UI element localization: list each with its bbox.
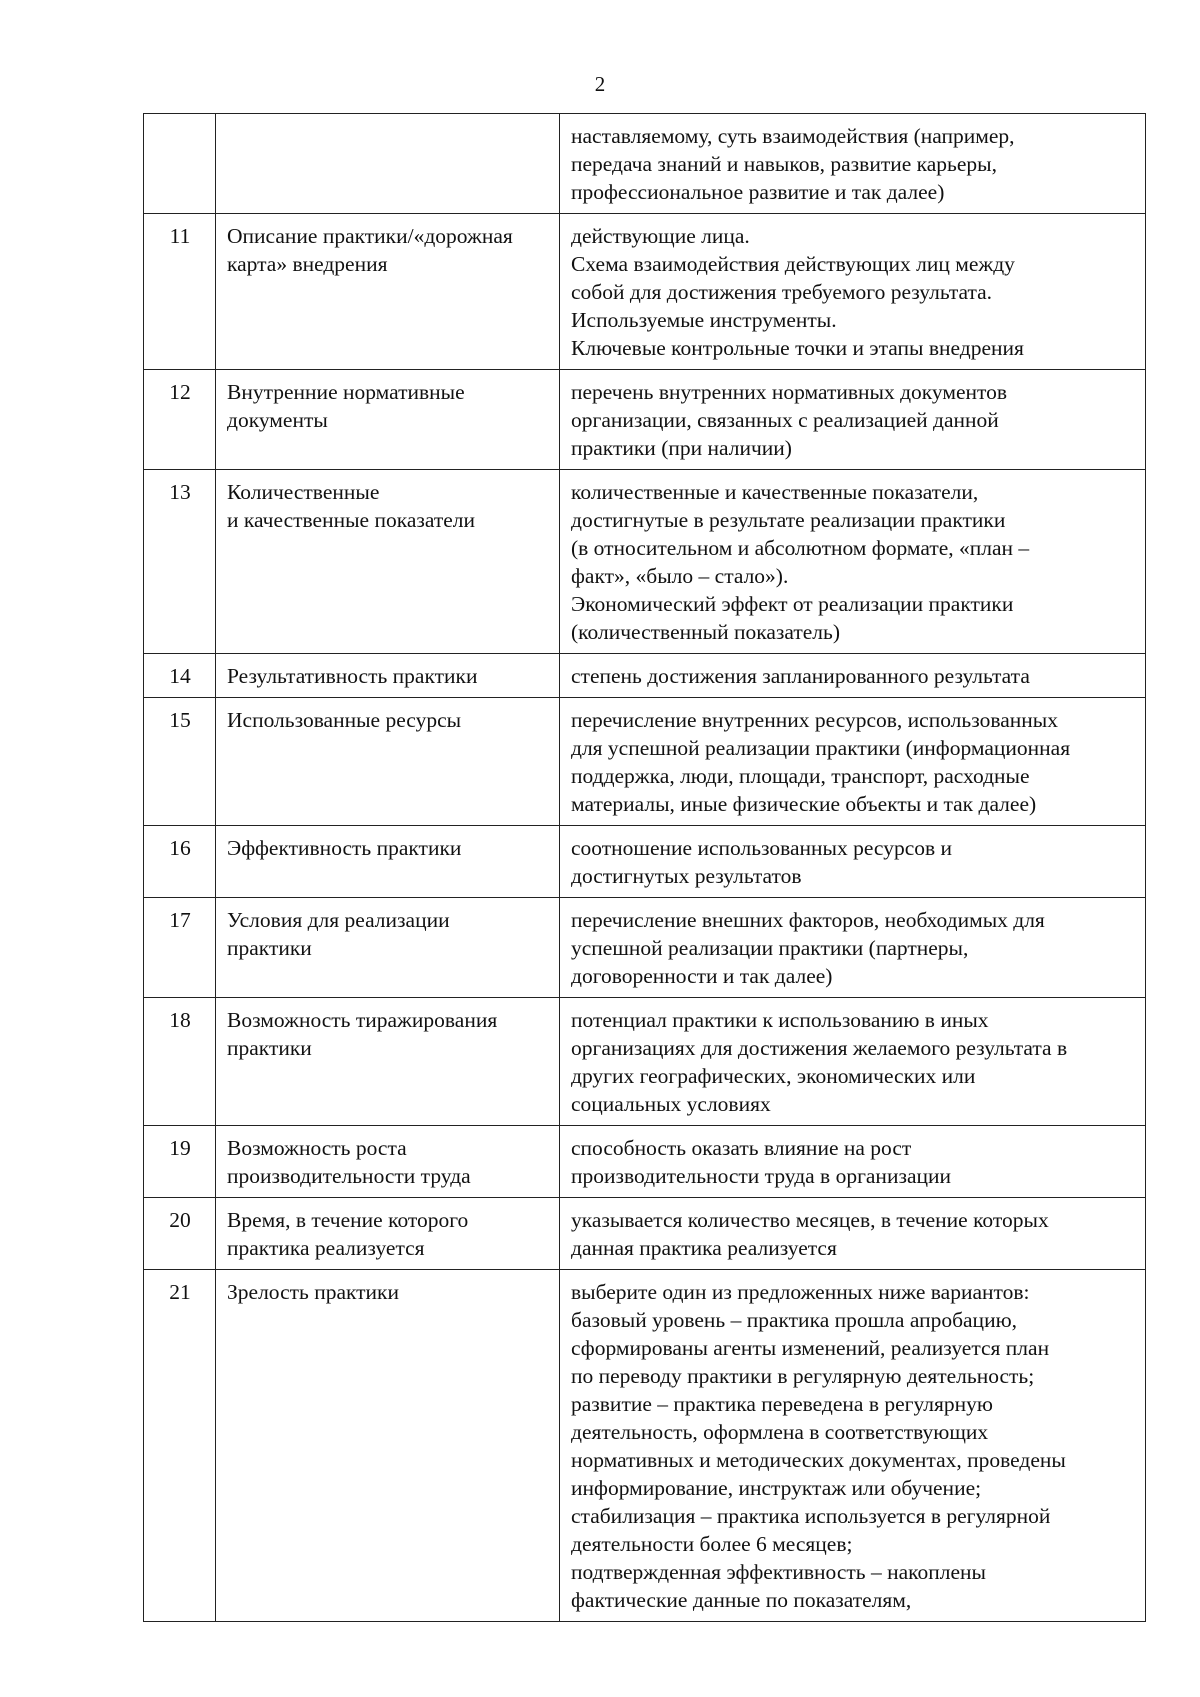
parameter-name-line: Внутренние нормативные	[227, 380, 465, 404]
page-number: 2	[594, 72, 606, 96]
parameter-name-cell	[216, 370, 560, 470]
parameter-description-line: степень достижения запланированного результата	[571, 664, 1030, 688]
row-number-cell	[144, 114, 216, 214]
parameter-name-line: Время, в течение которого	[227, 1208, 469, 1232]
parameter-name-line: Эффективность практики	[227, 836, 462, 860]
parameter-description-line: успешной реализации практики (партнеры,	[571, 936, 969, 960]
parameter-description-line: соотношение использованных ресурсов и	[571, 836, 953, 860]
parameter-name-cell	[216, 470, 560, 654]
parameter-description-line: потенциал практики к использованию в иных	[571, 1008, 989, 1032]
table-row	[144, 698, 1146, 826]
parameter-description-line: фактические данные по показателям,	[571, 1588, 912, 1612]
parameter-name-line: карта» внедрения	[227, 252, 388, 276]
parameter-description-cell	[560, 214, 1146, 370]
table-row	[144, 1270, 1146, 1622]
parameter-description-line: стабилизация – практика используется в регулярной	[571, 1504, 1051, 1528]
parameter-name-cell	[216, 998, 560, 1126]
table-row	[144, 826, 1146, 898]
row-number: 13	[169, 480, 191, 504]
parameter-name-cell	[216, 1126, 560, 1198]
parameter-description-cell	[560, 1198, 1146, 1270]
table-row	[144, 114, 1146, 214]
parameter-description-line: достигнутые в результате реализации практики	[571, 508, 1006, 532]
parameter-description-line: деятельности более 6 месяцев;	[571, 1532, 853, 1556]
parameter-name-line: Использованные ресурсы	[227, 708, 462, 732]
row-number-cell	[144, 1198, 216, 1270]
parameter-description-line: указывается количество месяцев, в течение которых	[571, 1208, 1049, 1232]
parameter-description-line: наставляемому, суть взаимодействия (например,	[571, 124, 1015, 148]
parameter-name-line: практики	[227, 1036, 312, 1060]
parameter-name-cell	[216, 654, 560, 698]
row-number-cell	[144, 1126, 216, 1198]
parameter-name-line: Количественные	[227, 480, 380, 504]
row-number: 17	[169, 908, 191, 932]
parameter-description-line: (количественный показатель)	[571, 620, 840, 644]
parameter-description-line: подтвержденная эффективность – накоплены	[571, 1560, 986, 1584]
parameter-description-line: Используемые инструменты.	[571, 308, 837, 332]
parameter-description-cell	[560, 898, 1146, 998]
parameter-description-line: перечисление внешних факторов, необходимых для	[571, 908, 1045, 932]
parameter-description-line: договоренности и так далее)	[571, 964, 833, 988]
parameter-description-line: развитие – практика переведена в регулярную	[571, 1392, 993, 1416]
parameter-description-line: (в относительном и абсолютном формате, «план –	[571, 536, 1030, 560]
parameter-description-line: нормативных и методических документах, проведены	[571, 1448, 1066, 1472]
table-row	[144, 1198, 1146, 1270]
parameter-description-line: базовый уровень – практика прошла апробацию,	[571, 1308, 1018, 1332]
row-number: 14	[169, 664, 191, 688]
parameter-name-line: документы	[227, 408, 328, 432]
parameter-name-line: Возможность роста	[227, 1136, 407, 1160]
table-body	[144, 114, 1146, 1622]
parameter-name-cell	[216, 826, 560, 898]
row-number: 19	[169, 1136, 191, 1160]
table-row	[144, 370, 1146, 470]
parameter-description-line: социальных условиях	[571, 1092, 771, 1116]
row-number: 20	[169, 1208, 191, 1232]
parameter-description-cell	[560, 654, 1146, 698]
parameter-name-line: Условия для реализации	[227, 908, 450, 932]
parameter-description-line: Ключевые контрольные точки и этапы внедрения	[571, 336, 1024, 360]
row-number-cell	[144, 1270, 216, 1622]
row-number-cell	[144, 998, 216, 1126]
row-number: 12	[169, 380, 191, 404]
parameter-name-line: практики	[227, 936, 312, 960]
parameter-name-cell	[216, 698, 560, 826]
row-number: 16	[169, 836, 191, 860]
parameter-name-cell	[216, 114, 560, 214]
parameter-description-cell	[560, 698, 1146, 826]
parameter-name-line: производительности труда	[227, 1164, 471, 1188]
parameter-name-line: Зрелость практики	[227, 1280, 400, 1304]
parameter-name-line: Описание практики/«дорожная	[227, 224, 513, 248]
row-number: 21	[169, 1280, 191, 1304]
parameter-description-line: материалы, иные физические объекты и так далее)	[571, 792, 1037, 816]
parameter-description-line: факт», «было – стало»).	[571, 564, 789, 588]
row-number-cell	[144, 826, 216, 898]
row-number-cell	[144, 654, 216, 698]
parameter-name-line: Результативность практики	[227, 664, 478, 688]
parameter-description-line: собой для достижения требуемого результата.	[571, 280, 993, 304]
row-number-cell	[144, 470, 216, 654]
parameter-description-line: действующие лица.	[571, 224, 750, 248]
parameter-description-line: других географических, экономических или	[571, 1064, 976, 1088]
parameter-description-line: способность оказать влияние на рост	[571, 1136, 912, 1160]
parameter-description-line: Экономический эффект от реализации практики	[571, 592, 1014, 616]
parameter-description-line: перечисление внутренних ресурсов, использованных	[571, 708, 1058, 732]
table-row	[144, 898, 1146, 998]
table-row	[144, 1126, 1146, 1198]
parameter-description-line: перечень внутренних нормативных документов	[571, 380, 1008, 404]
parameter-description-line: количественные и качественные показатели,	[571, 480, 979, 504]
parameter-description-line: Схема взаимодействия действующих лиц между	[571, 252, 1015, 276]
row-number: 15	[169, 708, 191, 732]
parameter-description-line: деятельность, оформлена в соответствующих	[571, 1420, 989, 1444]
parameter-description-cell	[560, 1126, 1146, 1198]
parameter-description-cell	[560, 826, 1146, 898]
row-number-cell	[144, 370, 216, 470]
parameter-name-line: Возможность тиражирования	[227, 1008, 498, 1032]
table-row	[144, 654, 1146, 698]
parameter-description-line: профессиональное развитие и так далее)	[571, 180, 945, 204]
parameter-description-line: информирование, инструктаж или обучение;	[571, 1476, 982, 1500]
parameter-description-line: сформированы агенты изменений, реализуется план	[571, 1336, 1050, 1360]
parameter-description-line: организации, связанных с реализацией данной	[571, 408, 999, 432]
row-number-cell	[144, 898, 216, 998]
parameter-description-line: практики (при наличии)	[571, 436, 792, 460]
parameter-description-line: организациях для достижения желаемого результата в	[571, 1036, 1068, 1060]
parameter-description-cell	[560, 114, 1146, 214]
table-row	[144, 470, 1146, 654]
row-number-cell	[144, 214, 216, 370]
parameter-description-line: для успешной реализации практики (информационная	[571, 736, 1071, 760]
parameter-name-cell	[216, 214, 560, 370]
parameter-description-cell	[560, 998, 1146, 1126]
practice-description-table	[143, 113, 1146, 1622]
parameter-description-line: по переводу практики в регулярную деятельность;	[571, 1364, 1035, 1388]
parameter-name-line: и качественные показатели	[227, 508, 476, 532]
parameter-description-cell	[560, 470, 1146, 654]
parameter-name-cell	[216, 1270, 560, 1622]
parameter-description-line: выберите один из предложенных ниже вариантов:	[571, 1280, 1030, 1304]
parameter-name-cell	[216, 898, 560, 998]
parameter-description-line: достигнутых результатов	[571, 864, 802, 888]
parameter-description-line: передача знаний и навыков, развитие карьеры,	[571, 152, 997, 176]
table-row	[144, 214, 1146, 370]
parameter-description-line: поддержка, люди, площади, транспорт, расходные	[571, 764, 1030, 788]
parameter-name-line: практика реализуется	[227, 1236, 425, 1260]
row-number-cell	[144, 698, 216, 826]
parameter-name-cell	[216, 1198, 560, 1270]
parameter-description-cell	[560, 370, 1146, 470]
row-number: 11	[169, 224, 191, 248]
row-number: 18	[169, 1008, 191, 1032]
table-row	[144, 998, 1146, 1126]
parameter-description-line: данная практика реализуется	[571, 1236, 837, 1260]
parameter-description-line: производительности труда в организации	[571, 1164, 951, 1188]
parameter-description-cell	[560, 1270, 1146, 1622]
